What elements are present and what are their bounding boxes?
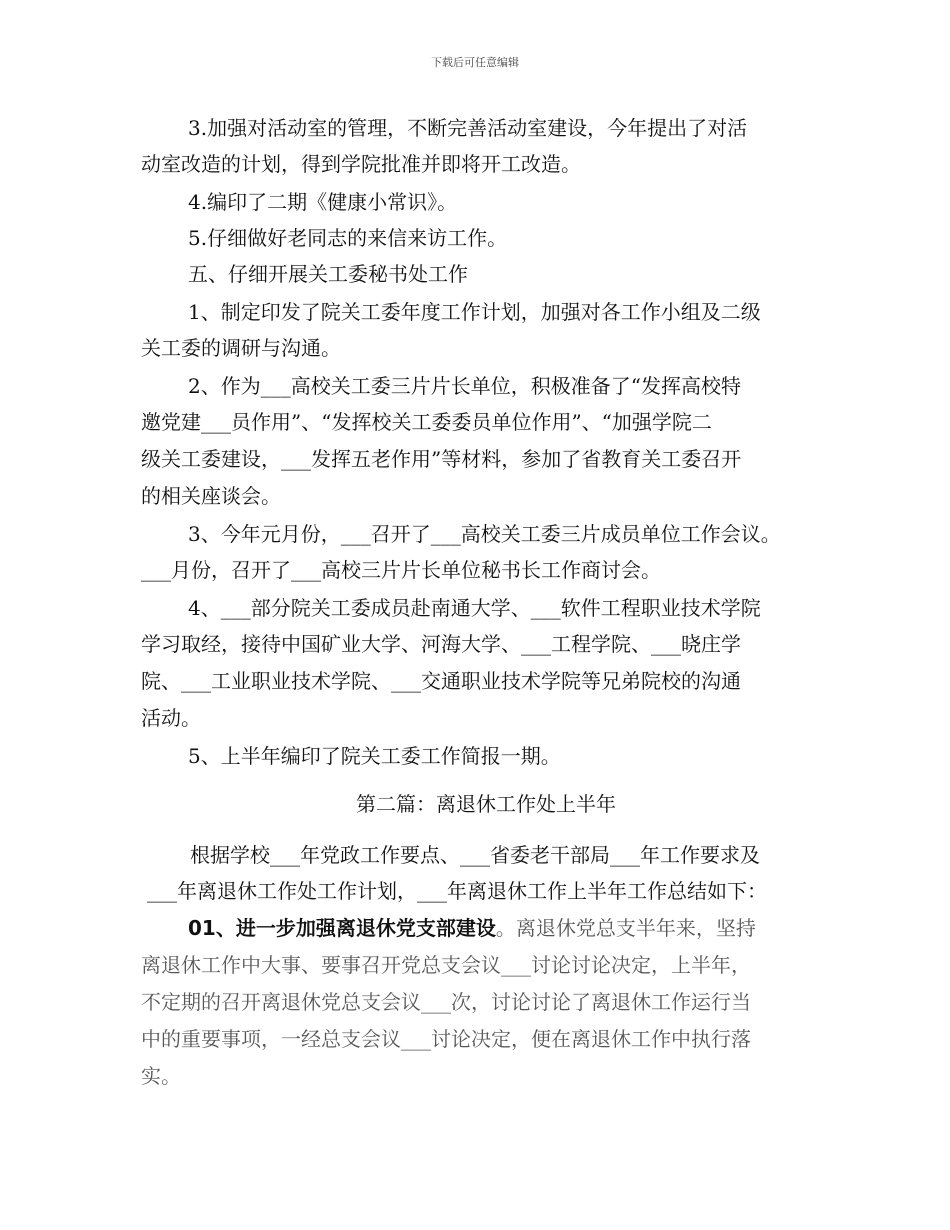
paragraph-line: 2、作为___高校关工委三片片长单位，积极准备了“发挥高校特 <box>188 374 741 398</box>
paragraph-line: 级关工委建设，___发挥五老作用”等材料，参加了省教育关工委召开 <box>141 447 742 471</box>
item-heading: 01、进一步加强离退休党支部建设 <box>188 916 496 940</box>
paragraph-line: 实。 <box>141 1064 181 1088</box>
paragraph-line: 离退休工作中大事、要事召开党总支会议___讨论讨论决定，上半年， <box>141 953 751 977</box>
item-text: 。离退休党总支半年来，坚持 <box>495 916 756 940</box>
paragraph-line: 5.仔细做好老同志的来信来访工作。 <box>188 226 508 250</box>
paragraph-line: 院、___工业职业技术学院、___交通职业技术学院等兄弟院校的沟通 <box>141 669 741 693</box>
paragraph-line <box>188 916 756 940</box>
paragraph-line: 动室改造的计划，得到学院批准并即将开工改造。 <box>141 152 581 176</box>
paragraph-line: 3.加强对活动室的管理，不断完善活动室建设，今年提出了对活 <box>188 116 748 140</box>
paragraph-line: 活动。 <box>141 706 201 730</box>
paragraph-line: 3、今年元月份，___召开了___高校关工委三片成员单位工作会议。 <box>188 522 781 546</box>
paragraph-line: ___月份，召开了___高校三片片长单位秘书长工作商讨会。 <box>141 558 661 582</box>
paragraph-line: 邀党建___员作用”、“发挥校关工委委员单位作用”、“加强学院二 <box>141 410 712 434</box>
paragraph-line: 4、___部分院关工委成员赴南通大学、___软件工程职业技术学院 <box>188 596 761 620</box>
page-header: 下载后可任意编辑 <box>431 56 519 69</box>
paragraph-line: ___年离退休工作处工作计划，___年离退休工作上半年工作总结如下： <box>147 879 767 903</box>
paragraph-line: 关工委的调研与沟通。 <box>141 336 341 360</box>
paragraph-line: 根据学校___年党政工作要点、___省委老干部局___年工作要求及 <box>190 843 760 867</box>
chapter-title: 第二篇：离退休工作处上半年 <box>356 792 616 816</box>
paragraph-line: 中的重要事项，一经总支会议___讨论决定，便在离退休工作中执行落 <box>141 1027 751 1051</box>
section-heading: 五、仔细开展关工委秘书处工作 <box>188 262 468 286</box>
paragraph-line: 学习取经，接待中国矿业大学、河海大学、___工程学院、___晓庄学 <box>141 632 741 656</box>
paragraph-line: 4.编印了二期《健康小常识》。 <box>188 190 458 214</box>
paragraph-line: 不定期的召开离退休党总支会议___次，讨论讨论了离退休工作运行当 <box>141 990 751 1014</box>
paragraph-line: 1、制定印发了院关工委年度工作计划，加强对各工作小组及二级 <box>188 300 761 324</box>
paragraph-line: 5、上半年编印了院关工委工作简报一期。 <box>188 744 561 768</box>
paragraph-line: 的相关座谈会。 <box>141 484 281 508</box>
